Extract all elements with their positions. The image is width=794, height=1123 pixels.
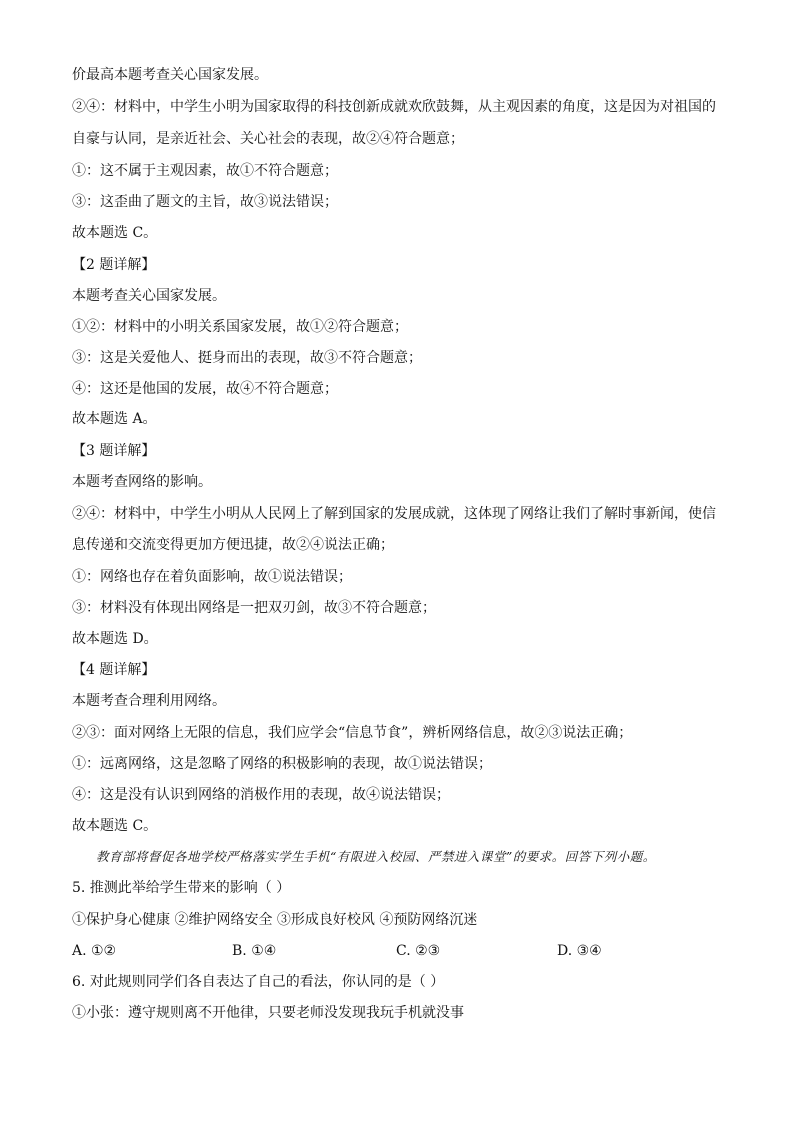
text-line: 自豪与认同，是亲近社会、关心社会的表现，故②④符合题意； [72, 131, 464, 147]
text-line: ④：这还是他国的发展，故④不符合题意； [72, 381, 338, 397]
text-line: 故本题选 D。 [72, 631, 158, 647]
question-5: 5. 推测此举给学生带来的影响（ ） [72, 880, 291, 896]
text-line: ②③：面对网络上无限的信息，我们应学会“信息节食”，辨析网络信息，故②③说法正确； [72, 725, 633, 741]
text-line: 本题考查关心国家发展。 [72, 288, 226, 304]
text-line: ①②：材料中的小明关系国家发展，故①②符合题意； [72, 319, 408, 335]
text-line: ①：远离网络，这是忽略了网络的积极影响的表现，故①说法错误； [72, 756, 492, 772]
text-line: ③：这是关爱他人、挺身而出的表现，故③不符合题意； [72, 350, 422, 366]
text-line: ④：这是没有认识到网络的消极作用的表现，故④说法错误； [72, 787, 450, 803]
text-line: 本题考查网络的影响。 [72, 474, 212, 490]
choice-a[interactable]: A. ①② [72, 943, 117, 959]
choice-d[interactable]: D. ③④ [557, 943, 602, 959]
text-line: ②④：材料中，中学生小明为国家取得的科技创新成就欢欣鼓舞，从主观因素的角度，这是因为对祖国的 [72, 99, 716, 115]
question-6: 6. 对此规则同学们各自表达了自己的看法，你认同的是（ ） [72, 974, 445, 990]
section-heading: 【4 题详解】 [72, 662, 156, 678]
question-6-option-1: ①小张：遵守规则离不开他律，只要老师没发现我玩手机就没事 [72, 1005, 464, 1021]
section-heading: 【2 题详解】 [72, 257, 156, 273]
text-line: 故本题选 A。 [72, 411, 157, 427]
text-line: ①：这不属于主观因素，故①不符合题意； [72, 163, 338, 179]
text-line: ③：这歪曲了题文的主旨，故③说法错误； [72, 194, 338, 210]
text-line: ③：材料没有体现出网络是一把双刃剑，故③不符合题意； [72, 600, 436, 616]
question-stem: 教育部将督促各地学校严格落实学生手机“有限进入校园、严禁进入课堂”的要求。回答下列小题。 [96, 849, 656, 864]
text-line: 故本题选 C。 [72, 225, 158, 241]
choice-c[interactable]: C. ②③ [396, 943, 441, 959]
question-5-items: ①保护身心健康 ②维护网络安全 ③形成良好校风 ④预防网络沉迷 [72, 912, 478, 928]
section-heading: 【3 题详解】 [72, 443, 156, 459]
text-line: 本题考查合理利用网络。 [72, 693, 226, 709]
text-line: 息传递和交流变得更加方便迅捷，故②④说法正确； [72, 537, 394, 553]
choice-b[interactable]: B. ①④ [232, 943, 277, 959]
text-line: ②④：材料中，中学生小明从人民网上了解到国家的发展成就，这体现了网络让我们了解时事新闻，使信 [72, 506, 716, 522]
text-line: 故本题选 C。 [72, 818, 158, 834]
text-line: 价最高本题考查关心国家发展。 [72, 67, 268, 83]
text-line: ①：网络也存在着负面影响，故①说法错误； [72, 569, 352, 585]
